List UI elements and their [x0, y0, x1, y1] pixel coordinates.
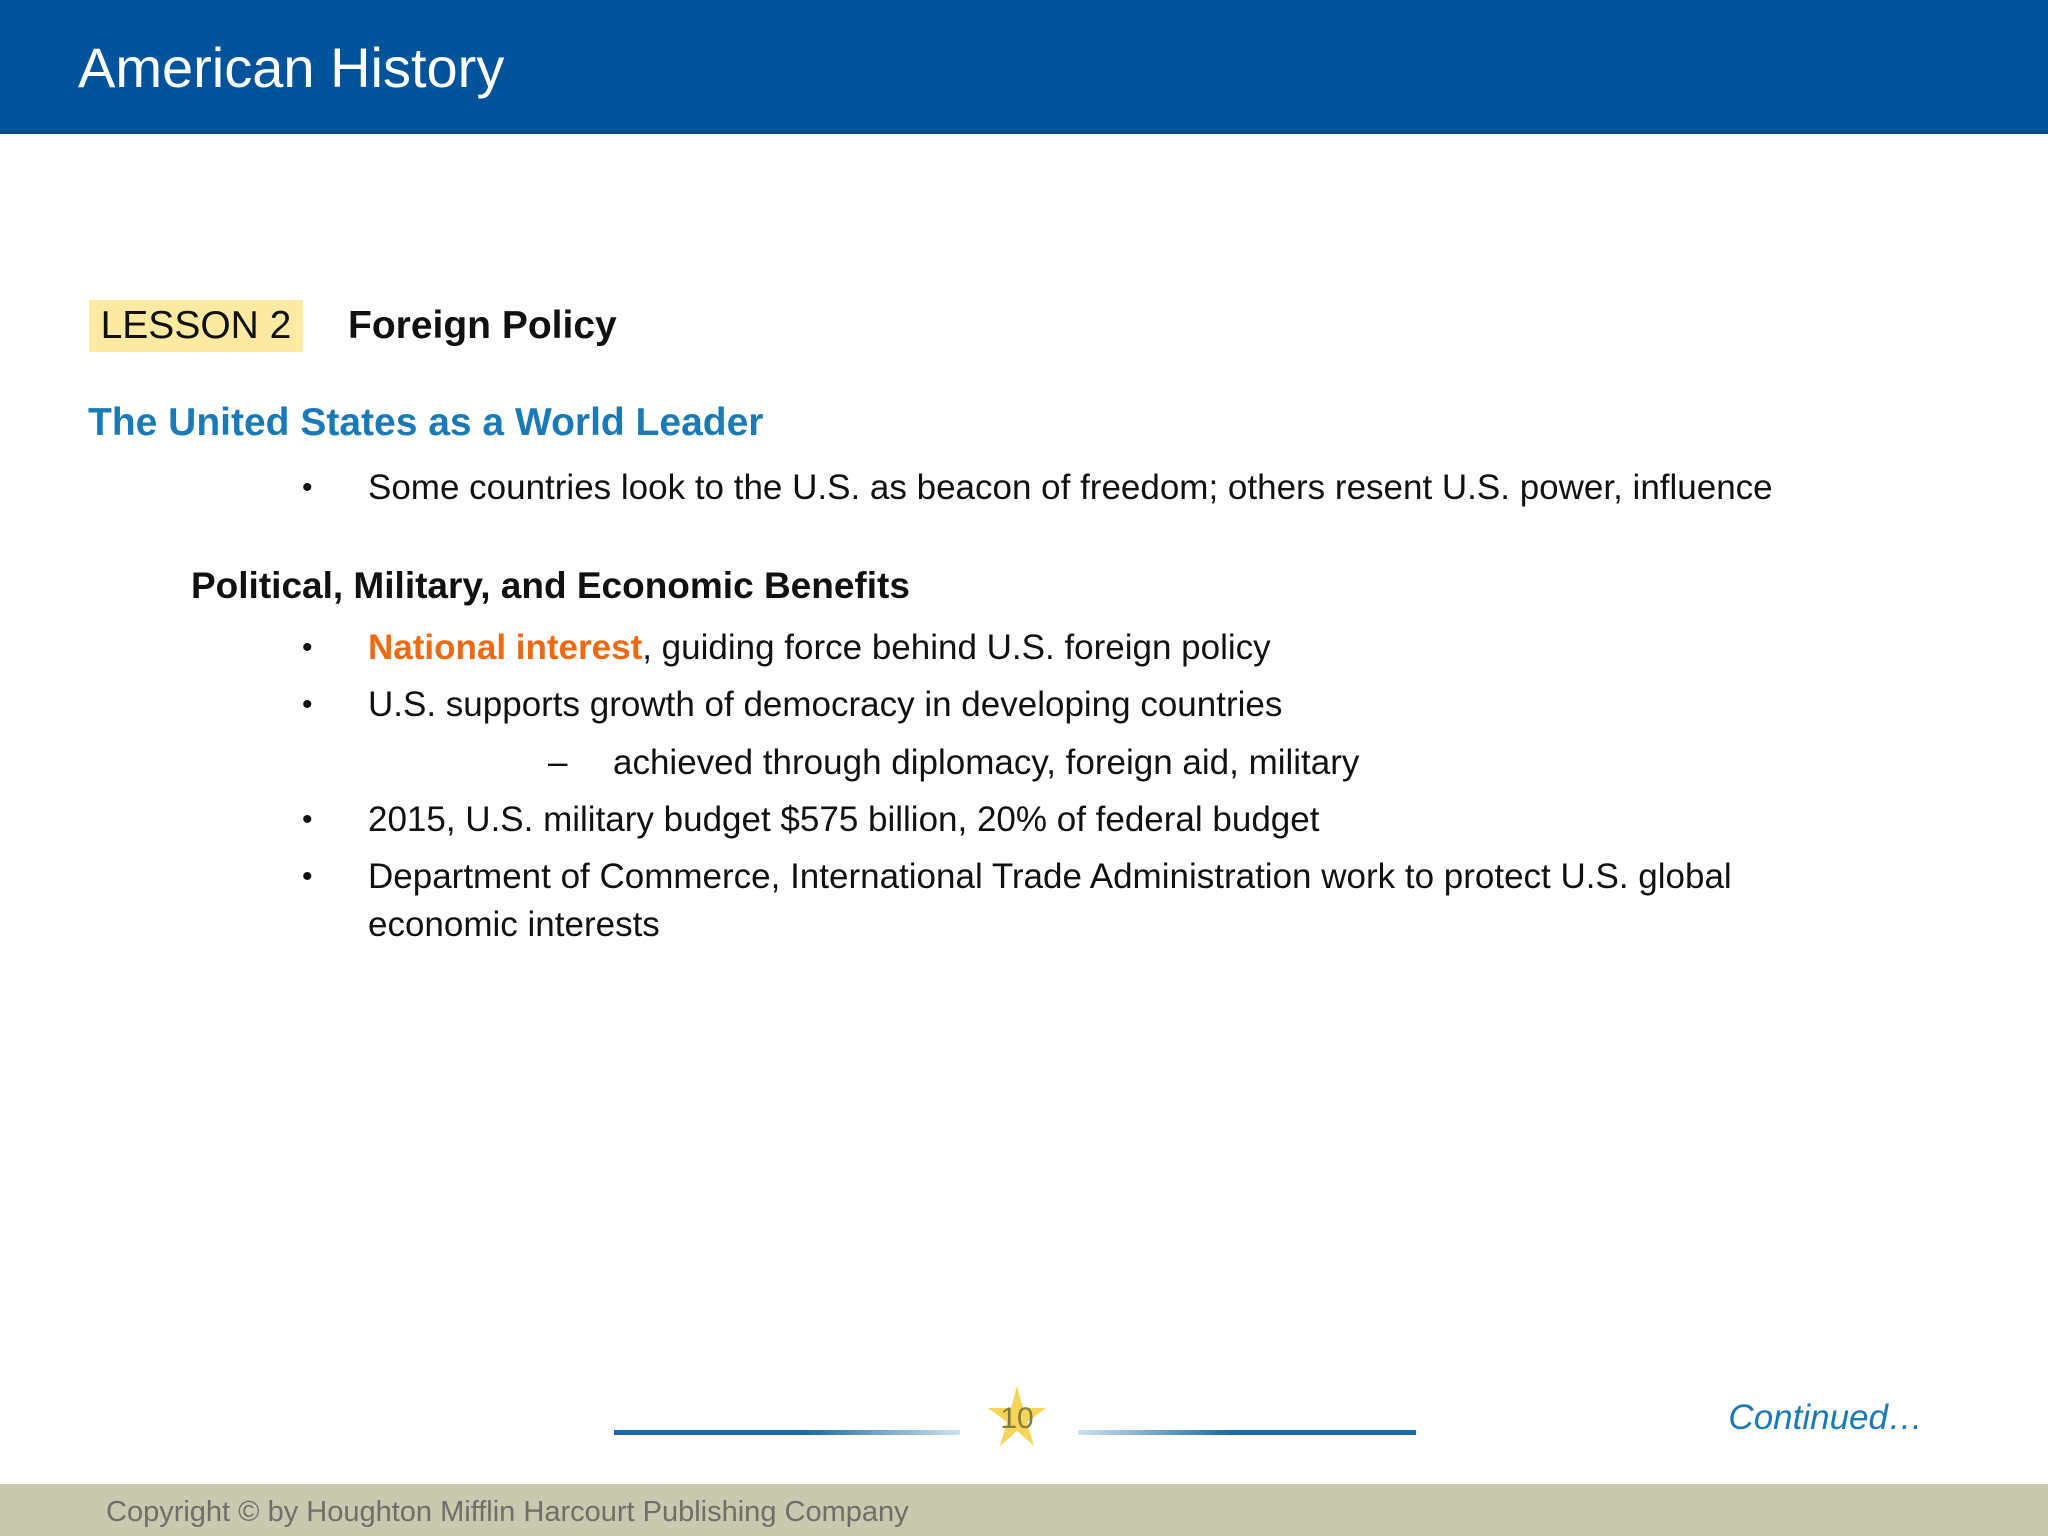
copyright-text: Copyright © by Houghton Mifflin Harcourt Publishing Company [106, 1496, 909, 1528]
sub-bullet-text: achieved through diplomacy, foreign aid, military [613, 743, 1360, 782]
bullet-text: Department of Commerce, International Trade Administration work to protect U.S. global economic interests [368, 857, 1732, 944]
course-title: American History [78, 36, 505, 99]
bullet-text [368, 624, 1928, 672]
bullet-icon: • [302, 688, 313, 721]
footer-rule-right [1078, 1430, 1416, 1435]
subsection-heading: Political, Military, and Economic Benefits [191, 565, 910, 606]
continued-link[interactable]: Continued… [1728, 1398, 1923, 1437]
lesson-title: Foreign Policy [348, 304, 617, 347]
bullet-text: U.S. supports growth of democracy in developing countries [368, 685, 1283, 724]
bullet-text: Some countries look to the U.S. as beacon of freedom; others resent U.S. power, influence [368, 468, 1773, 507]
key-term: National interest [368, 628, 643, 667]
bullet-text: 2015, U.S. military budget $575 billion, 20% of federal budget [368, 800, 1320, 839]
section-heading: The United States as a World Leader [88, 401, 764, 444]
dash-icon: – [548, 743, 568, 782]
bullet-icon: • [302, 803, 313, 836]
bullet-icon: • [302, 471, 313, 504]
footer-rule-left [614, 1430, 960, 1435]
bullet-icon: • [302, 860, 313, 893]
lesson-badge: LESSON 2 [89, 300, 303, 352]
header-bar [0, 0, 2048, 134]
bullet-text-rest: , guiding force behind U.S. foreign policy [642, 628, 1271, 667]
page-number: 10 [1000, 1402, 1034, 1435]
bullet-icon: • [302, 631, 313, 664]
